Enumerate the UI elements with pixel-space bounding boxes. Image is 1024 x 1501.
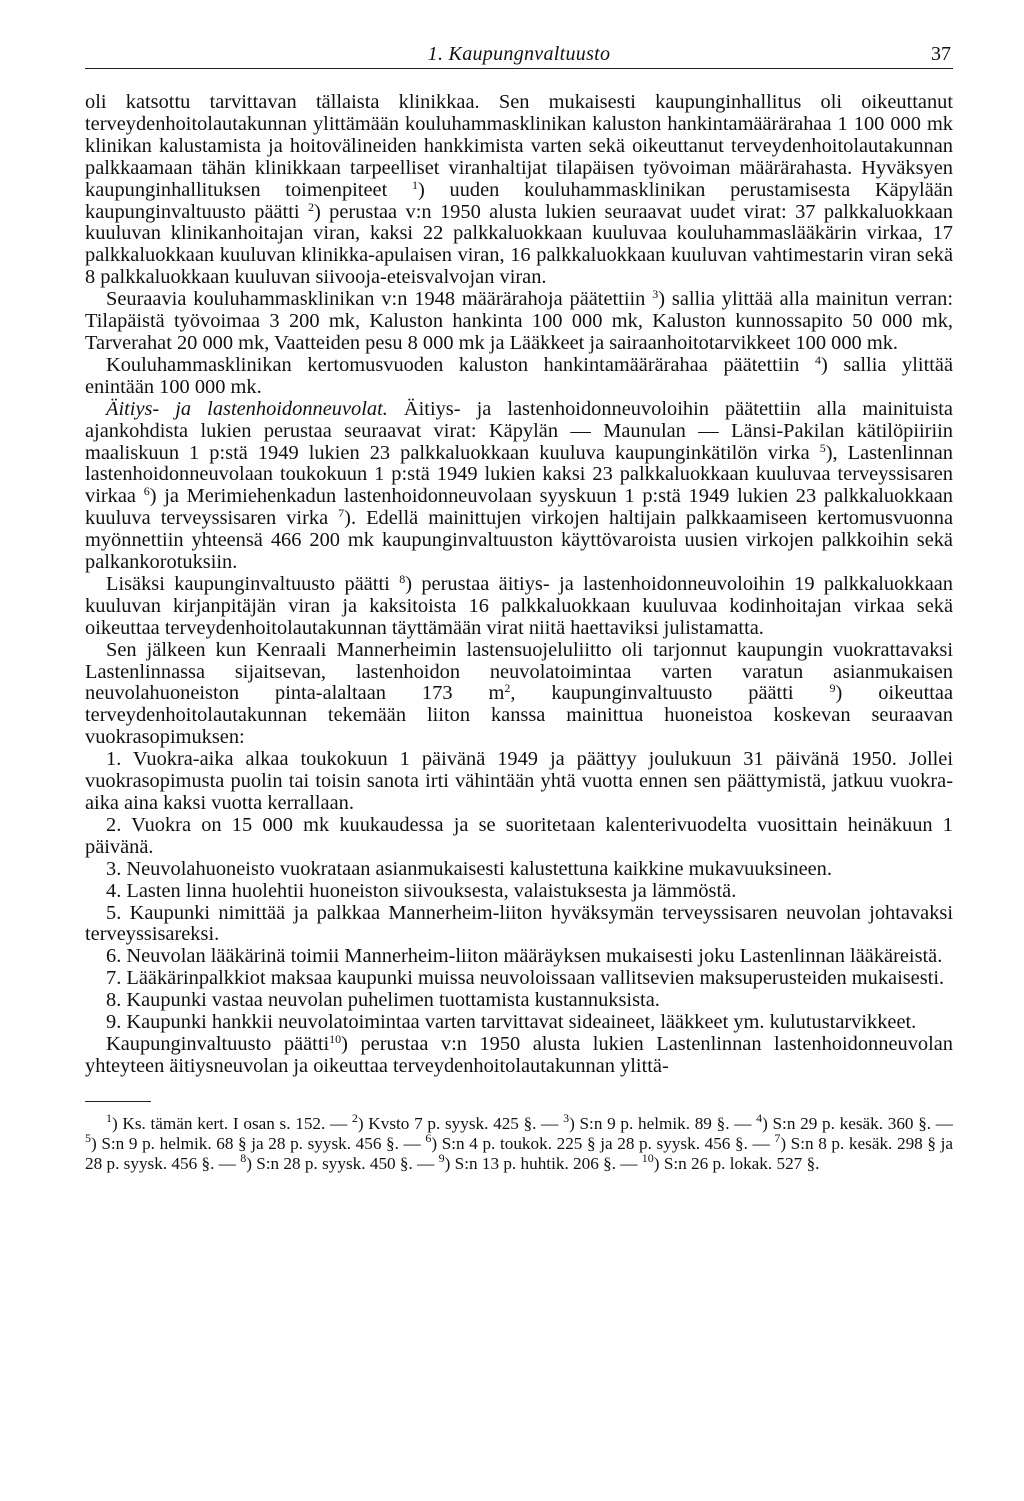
paragraph <box>85 1012 953 1034</box>
text-run: ) sallia ylittää alla mainitun verran: Tilapäistä työvoimaa 3 200 mk, Kaluston hankinta 100 000 mk, Kaluston kunnossapito 50 000 mk, Tarverahat 20 000 mk, Vaatteiden pesu 8 000 mk ja Lääkkeet ja sairaanhoitotarvikkeet 100 000 mk. <box>85 288 953 354</box>
text-run: 3. Neuvolahuoneisto vuokrataan asianmukaisesti kalustettuna kaikkine mukavuuksineen. <box>106 857 832 880</box>
paragraph <box>85 815 953 859</box>
text-run: ) S:n 4 p. toukok. 225 § ja 28 p. syysk. 456 §. — <box>431 1133 775 1153</box>
paragraph <box>85 1031 953 1078</box>
footnote-ref: 7 <box>774 1130 781 1145</box>
text-run: 2. Vuokra on 15 000 mk kuukaudessa ja se suoritetaan kalenterivuodelta vuosittain heinäkuun 1 päivänä. <box>85 813 953 858</box>
text-run: ) perustaa äitiys- ja lastenhoidonneuvoloihin 19 palkkaluokkaan kuuluvan kirjanpitäjän viran ja kaksitoista 16 palkkaluokkaan kuuluvaa kodinhoitajan virkaa sekä oikeuttaa terveydenhoitolautakunnan täyttämään virat niitä haettaviksi julistamatta. <box>85 572 953 639</box>
text-run: ) S:n 9 p. helmik. 89 §. — <box>569 1113 757 1133</box>
footnote-ref: 10 <box>329 1031 342 1046</box>
paragraph <box>85 571 953 640</box>
paragraph <box>85 990 953 1012</box>
footnote-ref: 1 <box>106 1110 112 1125</box>
paragraph <box>85 903 953 947</box>
section-heading: Äitiys- ja lastenhoidonneuvolat. <box>106 397 388 420</box>
text-run: 9. Kaupunki hankkii neuvolatoimintaa varten tarvittavat sideaineet, lääkkeet ym. kulutustarvikkeet. <box>106 1011 917 1034</box>
footnote-ref: 7 <box>338 506 345 521</box>
text-run: 6. Neuvolan lääkärinä toimii Mannerheim-liiton määräyksen mukaisesti joku Lastenlinnan lääkäreistä. <box>106 945 943 968</box>
footnote-ref: 3 <box>652 287 659 302</box>
text-run: ) S:n 13 p. huhtik. 206 §. — <box>444 1153 642 1173</box>
body-text <box>85 92 953 1078</box>
text-run: Sen jälkeen kun Kenraali Mannerheimin lastensuojeluliitto oli tarjonnut kaupungin vuokrattavaksi Lastenlinnassa sijaitsevan, lastenhoidon neuvolatoimintaa varten varatun asianmukaisen neuvolahuoneiston pinta-alaltaan 173 m <box>85 638 953 705</box>
text-run: ) oikeuttaa terveydenhoitolautakunnan tekemään liiton kanssa mainittua huoneistoa koskevan seuraavan vuokrasopimuksen: <box>85 682 954 749</box>
text-run: oli katsottu tarvittavan tällaista klinikkaa. Sen mukaisesti kaupunginhallitus oli oikeuttanut terveydenhoitolautakunnan ylittämään kouluhammasklinikan kaluston hankintamäärärahaa 1 100 000 mk klinikan kalustamista ja hoitovälineiden hankkimista varten sekä oikeuttanut terveydenhoitolautakunnan palkkaamaan tähän klinikkaan tarpeelliset viranhaltijat tilapäisen työvoiman määrärahasta. Hyväksyen kaupunginhallituksen toimenpiteet <box>85 91 953 201</box>
footnotes <box>85 1110 953 1174</box>
text-run: 7. Lääkärinpalkkiot maksaa kaupunki muissa neuvoloissaan vallitsevien maksuperusteiden mukaisesti. <box>106 967 945 990</box>
header-title: 1. Kaupungnvaltuusto <box>427 43 611 65</box>
footnote-ref: 9 <box>438 1150 445 1165</box>
text-run: ) S:n 8 p. kesäk. 298 § ja 28 p. syysk. 456 §. — <box>85 1133 953 1173</box>
text-run: ) S:n 29 p. kesäk. 360 §. — <box>762 1113 953 1133</box>
paragraph <box>85 92 953 289</box>
footnote-ref: 6 <box>143 484 150 499</box>
footnote <box>85 1110 953 1174</box>
footnote-ref: 8 <box>399 571 406 586</box>
text-run: ) ja Merimiehenkadun lastenhoidonneuvolaan syyskuun 1 p:stä 1949 lukien 23 palkkaluokkaan kuuluva terveyssisaren virka <box>85 485 953 530</box>
footnote-ref: 2 <box>351 1110 358 1125</box>
footnote-ref: 2 <box>307 199 314 214</box>
text-run: ), Lastenlinnan lastenhoidonneuvolaan toukokuun 1 p:stä 1949 lukien kaksi 23 palkkaluokkaan kuuluvaa terveyssisaren virkaa <box>85 441 953 508</box>
text-run: ) uuden kouluhammasklinikan perustamisesta Käpylään kaupunginvaltuusto päätti <box>85 178 953 223</box>
text-run: Seuraavia kouluhammasklinikan v:n 1948 määrärahoja päätettiin <box>106 288 653 311</box>
paragraph <box>85 399 953 574</box>
paragraph <box>85 881 953 903</box>
paragraph <box>85 968 953 990</box>
paragraph <box>85 352 953 399</box>
footnote-ref: 4 <box>756 1110 763 1125</box>
paragraph <box>85 859 953 881</box>
document-page <box>85 40 953 1174</box>
footnote-ref: 2 <box>504 681 511 696</box>
footnote-ref: 9 <box>829 681 836 696</box>
text-run: ) Ks. tämän kert. I osan s. 152. — <box>112 1113 352 1133</box>
page-number: 37 <box>931 43 951 65</box>
text-run: ) Kvsto 7 p. syysk. 425 §. — <box>357 1113 564 1133</box>
paragraph <box>85 749 953 815</box>
text-run: 8. Kaupunki vastaa neuvolan puhelimen tuottamista kustannuksista. <box>106 989 660 1012</box>
text-run: Äitiys- ja lastenhoidonneuvoloihin päätettiin alla mainituista ajankohdista lukien perustaa seuraavat virat: Käpylän — Maunulan — Länsi-Pakilan kätilöpiiriin maaliskuun 1 p:stä 1949 lukien 23 palkkaluokkaan kuuluva kaupunginkätilön virka <box>85 397 953 464</box>
text-run: ) perustaa v:n 1950 alusta lukien seuraavat uudet virat: 37 palkkaluokkaan kuuluvan klinikanhoitajan viran, kaksi 22 palkkaluokkaan kuuluvaa kouluhammaslääkärin virkaa, 17 palkkaluokkaan kuuluvan klinikka-apulaisen viran, 16 palkkaluokkaan kuuluvan vahtimestarin viran sekä 8 palkkaluokkaan kuuluvan siivooja-eteisvalvojan viran. <box>85 200 953 289</box>
footnote-ref: 5 <box>819 440 826 455</box>
footnote-ref: 3 <box>563 1110 570 1125</box>
paragraph <box>85 289 953 355</box>
text-run: 1. Vuokra-aika alkaa toukokuun 1 päivänä 1949 ja päättyy joulukuun 31 päivänä 1950. Jollei vuokrasopimusta puolin tai toisin sanota irti vähintään yhtä vuotta ennen sen päättymistä, jatkuu vuokra-aika aina kaksi vuotta kerrallaan. <box>85 748 953 814</box>
footnote-ref: 4 <box>814 352 821 367</box>
footnote-ref: 1 <box>411 177 418 192</box>
footnote-ref: 10 <box>641 1150 654 1165</box>
text-run: Lisäksi kaupunginvaltuusto päätti <box>106 572 400 595</box>
text-run: ) S:n 9 p. helmik. 68 § ja 28 p. syysk. 456 §. — <box>91 1133 426 1153</box>
footnote-divider <box>85 1101 151 1102</box>
text-run: Kouluhammasklinikan kertomusvuoden kaluston hankintamäärärahaa päätettiin <box>106 353 815 376</box>
text-run: 4. Lasten linna huolehtii huoneiston siivouksesta, valaistuksesta ja lämmöstä. <box>106 879 737 902</box>
text-run: ) perustaa v:n 1950 alusta lukien Lastenlinnan lastenhoidonneuvolan yhteyteen äitiysneuvolan ja oikeuttaa terveydenhoitolautakunnan ylittä- <box>85 1032 953 1077</box>
text-run: Kaupunginvaltuusto päätti <box>106 1032 330 1055</box>
text-run: 5. Kaupunki nimittää ja palkkaa Mannerheim-liiton hyväksymän terveyssisaren neuvolan johtavaksi terveyssisareksi. <box>85 901 953 946</box>
text-run: ) S:n 26 p. lokak. 527 §. <box>653 1153 820 1173</box>
footnote-ref: 6 <box>425 1130 432 1145</box>
text-run: ) S:n 28 p. syysk. 450 §. — <box>246 1153 439 1173</box>
paragraph <box>85 640 953 750</box>
text-run: ). Edellä mainittujen virkojen haltijain palkkaamiseen kertomusvuonna myönnettiin yhteensä 466 200 mk kaupunginvaltuuston käyttövaroista uusien virkojen palkkoihin sekä palkankorotuksiin. <box>85 507 953 574</box>
text-run: , kaupunginvaltuusto päätti <box>510 682 830 705</box>
footnote-ref: 8 <box>240 1150 247 1165</box>
text-run: ) sallia ylittää enintään 100 000 mk. <box>85 353 953 398</box>
paragraph <box>85 946 953 968</box>
running-header <box>85 40 953 69</box>
footnote-ref: 5 <box>85 1130 91 1145</box>
